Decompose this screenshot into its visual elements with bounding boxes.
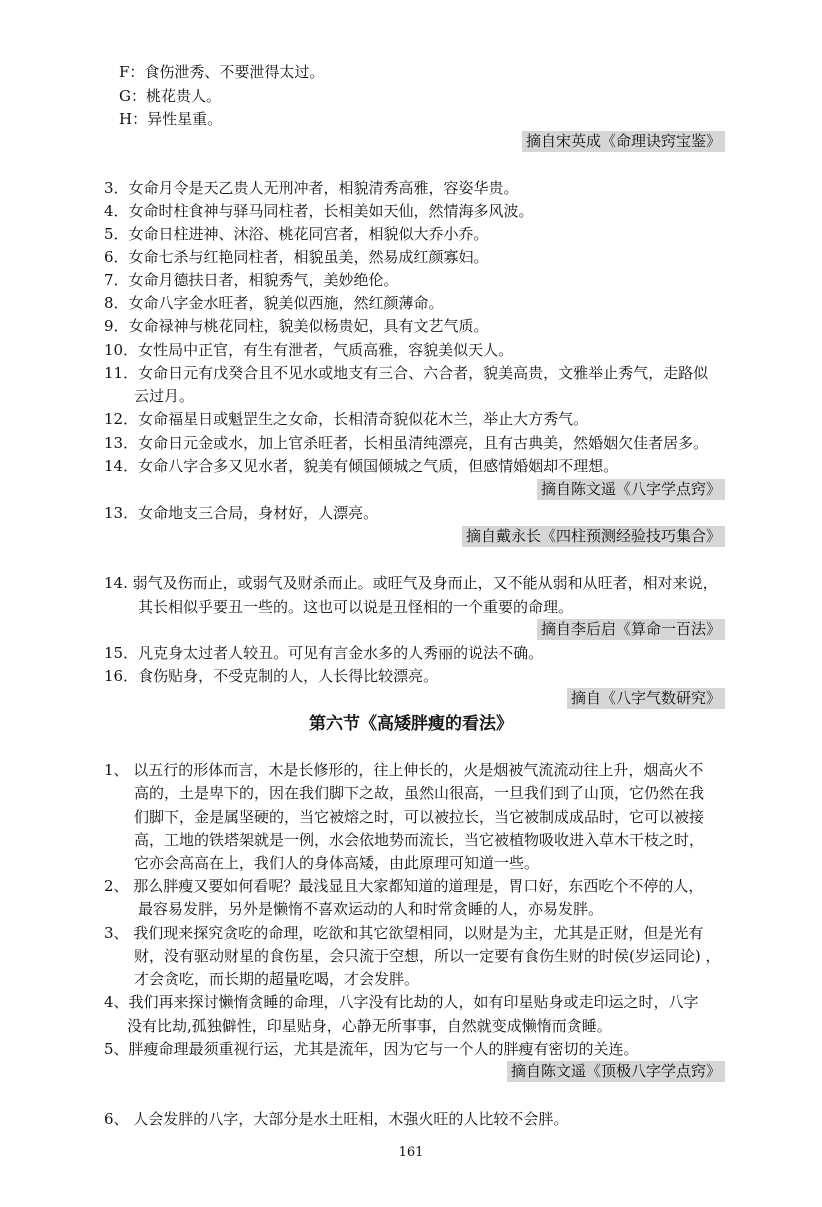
paragraph-line: 2、 那么胖瘦又要如何看呢？最浅显且大家都知道的道理是，胃口好，东西吃个不停的人，: [104, 877, 704, 895]
source-citation: 摘自陈文遥《八字学点窍》: [537, 479, 725, 500]
source-citation: 摘自陈文遥《顶极八字学点窍》: [507, 1061, 725, 1082]
source-citation: 摘自《八字气数研究》: [567, 688, 725, 709]
list-item: 3．女命月令是天乙贵人无刑冲者，相貌清秀高雅，容姿华贵。: [104, 179, 519, 197]
paragraph-line: 高，工地的铁塔架就是一例，水会依地势而流长，当它被植物吸收进入草木干枝之时，: [134, 831, 705, 849]
list-item-continuation: 其长相似乎要丑一些的。这也可以说是丑怪相的一个重要的命理。: [138, 598, 574, 616]
list-item: 15．凡克身太过者人较丑。可见有言金水多的人秀丽的说法不确。: [104, 644, 544, 662]
list-item-continuation: 云过月。: [134, 387, 195, 405]
paragraph-line: 们脚下，金是属坚硬的，当它被熔之时，可以被拉长，当它被制成成品时，它可以被接: [134, 808, 705, 826]
intro-item-h: H：异性星重。: [119, 110, 223, 128]
source-citation: 摘自李后启《算命一百法》: [537, 619, 725, 640]
paragraph-line: 没有比劫,孤独僻性，印星贴身，心静无所事事，自然就变成懒惰而贪睡。: [127, 1017, 612, 1035]
intro-item-g: G：桃花贵人。: [119, 87, 221, 105]
list-item: 13．女命地支三合局，身材好，人漂亮。: [104, 504, 379, 522]
list-item: 14. 弱气及伤而止，或弱气及财杀而止。或旺气及身而止，又不能从弱和从旺者，相对来说，: [104, 574, 718, 592]
paragraph-line: 它亦会高高在上，我们人的身体高矮，由此原理可知道一些。: [134, 854, 540, 872]
list-item: 11．女命日元有戊癸合且不见水或地支有三合、六合者，貌美高贵，文雅举止秀气，走路似: [104, 364, 709, 382]
section-title: 第六节《高矮胖瘦的看法》: [309, 714, 513, 734]
list-item: 16．食伤贴身，不受克制的人，人长得比较漂亮。: [104, 667, 439, 685]
paragraph-line: 财，没有驱动财星的食伤星，会只流于空想，所以一定要有食伤生财的时侯(岁运同论) ，: [134, 947, 721, 965]
list-item: 9．女命禄神与桃花同柱，貌美似杨贵妃，具有文艺气质。: [104, 317, 489, 335]
source-citation: 摘自戴永长《四柱预测经验技巧集合》: [462, 526, 725, 547]
paragraph-line: 才会贪吃，而长期的超量吃喝，才会发胖。: [134, 970, 420, 988]
paragraph-line: 5、胖瘦命理最须重视行运，尤其是流年，因为它与一个人的胖瘦有密切的关连。: [104, 1040, 639, 1058]
list-item: 13．女命日元金或水，加上官杀旺者，长相虽清纯漂亮，且有古典美，然婚姻欠佳者居多。: [104, 434, 709, 452]
list-item: 12．女命福星日或魁罡生之女命，长相清奇貌似花木兰，举止大方秀气。: [104, 410, 589, 428]
paragraph-line: 4、我们再来探讨懒惰贪睡的命理，八字没有比劫的人，如有印星贴身或走印运之时，八字: [104, 993, 699, 1011]
list-item: 4．女命时柱食神与驿马同柱者，长相美如天仙，然情海多风波。: [104, 202, 534, 220]
paragraph-line: 1、 以五行的形体而言，木是长修形的，往上伸长的，火是烟被气流流动往上升，烟高火不: [104, 761, 704, 779]
paragraph-line: 6、 人会发胖的八字，大部分是水土旺相，木强火旺的人比较不会胖。: [104, 1110, 569, 1128]
intro-item-f: F：食伤泄秀、不要泄得太过。: [119, 63, 325, 81]
paragraph-line: 最容易发胖，另外是懒惰不喜欢运动的人和时常贪睡的人，亦易发胖。: [138, 900, 604, 918]
list-item: 5．女命日柱进神、沐浴、桃花同宫者，相貌似大乔小乔。: [104, 225, 489, 243]
list-item: 10．女性局中正官，有生有泄者，气质高雅，容貌美似天人。: [104, 341, 514, 359]
list-item: 8．女命八字金水旺者，貌美似西施，然红颜薄命。: [104, 294, 444, 312]
list-item: 7．女命月德扶日者，相貌秀气，美妙绝伦。: [104, 271, 399, 289]
paragraph-line: 高的，土是卑下的，因在我们脚下之故，虽然山很高，一旦我们到了山顶，它仍然在我: [134, 784, 705, 802]
source-citation: 摘自宋英成《命理诀窍宝鉴》: [522, 131, 725, 152]
paragraph-line: 3、 我们现来探究贪吃的命理，吃欲和其它欲望相同，以财是为主，尤其是正财，但是光有: [104, 924, 704, 942]
list-item: 6．女命七杀与红艳同柱者，相貌虽美，然易成红颜寡妇。: [104, 248, 489, 266]
list-item: 14．女命八字合多又见水者，貌美有倾国倾城之气质，但感情婚姻却不理想。: [104, 457, 619, 475]
page-number: 161: [398, 1145, 424, 1160]
